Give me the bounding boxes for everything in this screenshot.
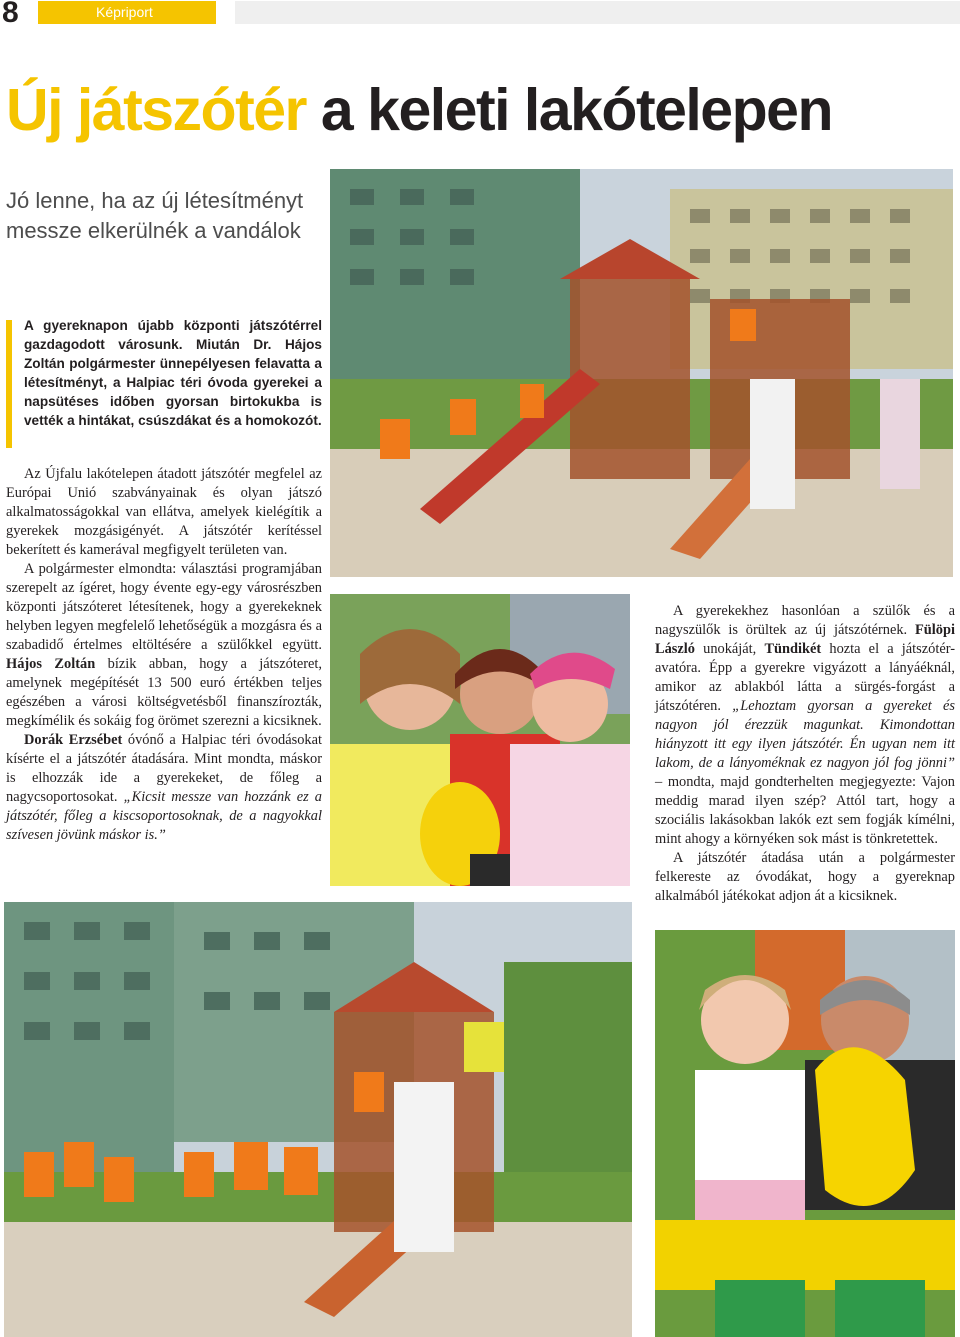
name-hajos: Hájos Zoltán [6, 656, 96, 672]
article-lead: A gyereknapon újabb központi játszótérrel gazdagodott városunk. Miután Dr. Hájos Zoltán polgármester ünnepélyesen felavatta a létesítményt, a Halpiac téri óvoda gyerekei a napsütéses időben gyorsan birtokukba is vették a hintákat, csúszdákat és a homokozót. [24, 318, 322, 428]
left-paragraph-2: A polgármester elmondta: választási programjában szerepelt az ígéret, hogy évente egy-egy városrészben központi játszóteret létesítenek, hogy a gyerekeknek helyben legyen megfelelő lehetőségük a mozgásra és a szabadidő értelmes eltöltésére a szülőkkel együtt. Hájos Zoltán bízik abban, hogy a játszóteret, amelynek megépítését 13 500 euró értékben teljes egészében a városi költségvetésből finanszírozták, megkímélik és sokáig fog örömet szerezni a kicsiknek. [6, 561, 322, 729]
headline-highlight: Új játszótér [6, 77, 307, 143]
quote-fulopi: „Lehoztam gyorsan a gyereket és nagyon jól érezzük magunkat. Kimondottan hiányzott itt egy ilyen játszótér. Én ugyan nem itt lakom, de a lányoméknak ez nagyon jól fog jönni” [655, 698, 955, 771]
left-paragraph-1: Az Újfalu lakótelepen átadott játszótér megfelel az Európai Unió szabványainak és olyan játszó alkalmatosságokkal van ellátva, amelyek kielégítik a gyerekek mozgásigényét. A játszótér kerítéssel bekerített és kamerával megfigyelt területen van. [6, 466, 322, 558]
left-paragraph-3: Dorák Erzsébet óvónő a Halpiac téri óvodásokat kísérte el a játszótér átadására. Mint mondta, máskor is elhozzák ide a gyerekeket, de főleg a nagycsoportosokat. „Kicsit messze van hozzánk ez a játszótér, főleg a kiscsoportosoknak, de a nagyokkal szívesen jövünk máskor is.” [6, 732, 322, 843]
photo-children-portrait [330, 594, 630, 886]
section-bar [38, 1, 216, 24]
lead-accent-bar [6, 320, 12, 448]
right-column [655, 602, 955, 906]
name-dorak: Dorák Erzsébet [24, 732, 123, 748]
article-headline [6, 76, 832, 144]
photo-playground-overview [330, 169, 953, 577]
photo-children-climbing [4, 902, 632, 1337]
right-paragraph-1: A gyerekekhez hasonlóan a szülők és a nagyszülők is örültek az új játszótérnek. Fülöpi László unokáját, Tündikét hozta el a játszótér-avatóra. Épp a gyerekre vigyázott a lányáéknál, amikor az ablakból látta a sürgés-forgást a játszótéren. „Lehoztam gyorsan a gyereket és nagyon jól érezzük magunkat. Kimondottan hiányzott itt egy ilyen játszótér. Én ugyan nem itt lakom, de a lányoméknak ez nagyon jól fog jönni” – mondta, majd gondterhelten megjegyezte: Vajon meddig marad ilyen szép? Attól tart, hogy a szociális lakásokban lakók ezt sem fogják kímélni, mint ahogy a környéken sok mást is tönkretettek. [655, 603, 955, 847]
section-label: Képriport [96, 4, 153, 20]
article-subhead: Jó lenne, ha az új létesítményt messze elkerülnék a vandálok [6, 188, 304, 243]
header-strip [235, 1, 960, 24]
name-fulopi: Fülöpi László [655, 622, 955, 657]
quote-dorak: „Kicsit messze van hozzánk ez a játszótér, főleg a kiscsoportosoknak, de a nagyokkal szívesen jövünk máskor is.” [6, 789, 322, 843]
photo-grandfather-granddaughter [655, 930, 955, 1337]
left-column [6, 465, 322, 845]
page-number: 8 [2, 0, 19, 29]
headline-rest: a keleti lakótelepen [306, 77, 833, 143]
right-paragraph-2: A játszótér átadása után a polgármester felkereste az óvodákat, hogy a gyereknap alkalmából játékokat adjon át a kicsiknek. [655, 850, 955, 904]
name-tundike: Tündikét [764, 641, 822, 657]
